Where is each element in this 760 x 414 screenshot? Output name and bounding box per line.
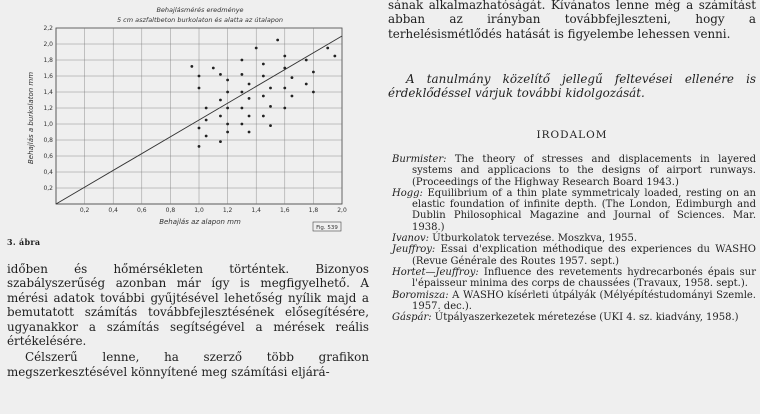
left-body-text <box>7 262 369 379</box>
right-paragraph-1: sának alkalmazhatóságát. Kívánatos lenne még a számítást abban az irányban továbbfejleszteni, hogy a terhelésismétlődés hatását is figyelembe lehessen venni. <box>388 0 756 41</box>
reference-item <box>392 233 756 244</box>
data-point <box>255 47 258 50</box>
reference-item <box>392 244 756 267</box>
reference-item <box>392 154 756 188</box>
figure-3 <box>0 0 372 260</box>
data-points <box>190 39 336 148</box>
data-point <box>198 87 201 90</box>
data-point <box>198 145 201 148</box>
figure-title-line1: Behajlásmérés eredménye <box>156 6 244 14</box>
reference-author: Hortet—Jeuffroy: <box>392 266 479 278</box>
x-axis-label: Behajlás az alapon mm <box>159 218 241 226</box>
reference-item <box>392 267 756 290</box>
references-heading: IRODALOM <box>536 129 608 141</box>
x-tick-label: 0,4 <box>108 207 118 214</box>
reference-author: Boromisza: <box>392 289 449 301</box>
y-tick-label: 0,8 <box>43 137 53 144</box>
data-point <box>305 83 308 86</box>
data-point <box>262 63 265 66</box>
data-point <box>276 39 279 42</box>
x-tick-label: 2,0 <box>337 207 347 214</box>
data-point <box>190 65 193 68</box>
reference-text: Equilibrium of a thin plate symmetricaly loaded, resting on an elastic foundation of infinite depth. (The London, Edimburgh and Dublin Philosophical Magazine and Journal of Sciences. Mar. 1938.) <box>412 187 756 233</box>
reference-text: Influence des revetements hydrecarbonés épais sur l'épaisseur minima des corps de chaussées (Travaux, 1958. sept.). <box>412 266 756 290</box>
data-point <box>326 47 329 50</box>
x-tick-label: 0,6 <box>137 207 147 214</box>
data-point <box>219 115 222 118</box>
data-point <box>291 95 294 98</box>
data-point <box>219 73 222 76</box>
reference-author: Burmister: <box>392 154 447 165</box>
reference-text: The theory of stresses and displacements in layered systems and applicacions to the designs of airport runways. (Proceedings of the Highway Research Board 1943.) <box>412 154 756 188</box>
data-point <box>312 71 315 74</box>
y-tick-label: 2,0 <box>43 41 53 48</box>
data-point <box>262 95 265 98</box>
reference-text: A WASHO kísérleti útpályák (Mélyépítéstudományi Szemle. 1957. dec.). <box>412 289 756 312</box>
data-point <box>283 67 286 70</box>
y-tick-labels <box>43 25 53 192</box>
reference-text: Útburkolatok tervezése. Moszkva, 1955. <box>429 233 638 245</box>
left-paragraph-2: Célszerű lenne, ha szerző több grafikon megszerkesztésével könnyítené meg számítási eljárá- <box>7 350 369 379</box>
data-point <box>269 87 272 90</box>
y-tick-label: 1,8 <box>43 57 53 64</box>
data-point <box>241 59 244 62</box>
y-tick-label: 1,2 <box>43 105 53 112</box>
figure-caption: 3. ábra <box>7 237 41 247</box>
data-point <box>212 67 215 70</box>
data-point <box>198 75 201 78</box>
data-point <box>226 91 229 94</box>
x-tick-label: 1,2 <box>222 207 233 214</box>
data-point <box>305 59 308 62</box>
y-tick-label: 1,4 <box>43 89 53 96</box>
x-tick-label: 1,4 <box>251 207 261 214</box>
data-point <box>312 91 315 94</box>
data-point <box>333 55 336 58</box>
data-point <box>262 115 265 118</box>
x-tick-label: 1,8 <box>308 207 319 214</box>
reference-item <box>392 290 756 313</box>
right-paragraph-italic: A tanulmány közelítő jellegű feltevései ellenére is érdeklődéssel várjuk további kidolgozását. <box>388 72 756 101</box>
reference-item <box>392 312 756 323</box>
y-tick-label: 0,6 <box>43 153 53 160</box>
x-tick-label: 1,6 <box>280 207 290 214</box>
data-point <box>205 135 208 138</box>
data-point <box>198 127 201 130</box>
x-tick-label: 1,0 <box>194 207 204 214</box>
data-point <box>219 99 222 102</box>
x-tick-label: 0,2 <box>79 207 90 214</box>
reference-item <box>392 188 756 233</box>
y-tick-label: 0,2 <box>43 185 53 192</box>
reference-author: Gáspár: <box>392 312 432 324</box>
data-point <box>241 91 244 94</box>
figure-stamp: Fig. 539 <box>316 225 338 231</box>
data-point <box>226 131 229 134</box>
figure-title-line2: 5 cm aszfaltbeton burkolaton és alatta az útalapon <box>116 16 284 24</box>
reference-text: Útpályaszerkezetek méretezése (UKI 4. sz. kiadvány, 1958.) <box>431 312 739 324</box>
plot-grid <box>56 28 342 204</box>
data-point <box>205 107 208 110</box>
data-point <box>241 123 244 126</box>
reference-text: Essai d'explication méthodique des experiences du WASHO (Revue Générale des Routes 1957. sept.) <box>412 244 756 267</box>
data-point <box>226 123 229 126</box>
data-point <box>269 124 272 127</box>
data-point <box>262 75 265 78</box>
data-point <box>226 79 229 82</box>
y-tick-label: 1,6 <box>43 73 53 80</box>
right-body-text <box>388 0 756 41</box>
scatter-plot <box>0 0 372 236</box>
data-point <box>283 87 286 90</box>
data-point <box>248 131 251 134</box>
data-point <box>205 119 208 122</box>
reference-author: Hogg: <box>392 187 423 199</box>
data-point <box>219 140 222 143</box>
data-point <box>291 76 294 79</box>
data-point <box>241 107 244 110</box>
data-point <box>226 107 229 110</box>
y-tick-label: 0,4 <box>43 169 53 176</box>
data-point <box>283 107 286 110</box>
y-tick-label: 2,2 <box>43 25 53 32</box>
y-tick-label: 1,0 <box>43 121 53 128</box>
right-column <box>388 0 756 414</box>
left-column <box>0 0 372 414</box>
data-point <box>248 97 251 100</box>
data-point <box>283 55 286 58</box>
data-point <box>269 105 272 108</box>
data-point <box>248 83 251 86</box>
data-point <box>241 73 244 76</box>
left-paragraph-1: időben és hőmérsékleten történtek. Bizonyos szabályszerűség azonban már így is megfigyelhető. A mérési adatok további gyűjtésével lehetőség nyílik majd a bemutatott számítás továbbfejlesztésének elősegítésére, ugyanakkor a számítás segítségével a mérések reális értékelésére. <box>7 262 369 349</box>
x-tick-label: 0,8 <box>165 207 176 214</box>
reference-author: Jeuffroy: <box>392 244 436 256</box>
reference-list <box>392 154 756 323</box>
reference-author: Ivanov: <box>392 233 430 245</box>
x-tick-labels <box>80 207 347 214</box>
y-axis-label: Behajlás a burkolaton mm <box>27 71 35 165</box>
data-point <box>248 115 251 118</box>
